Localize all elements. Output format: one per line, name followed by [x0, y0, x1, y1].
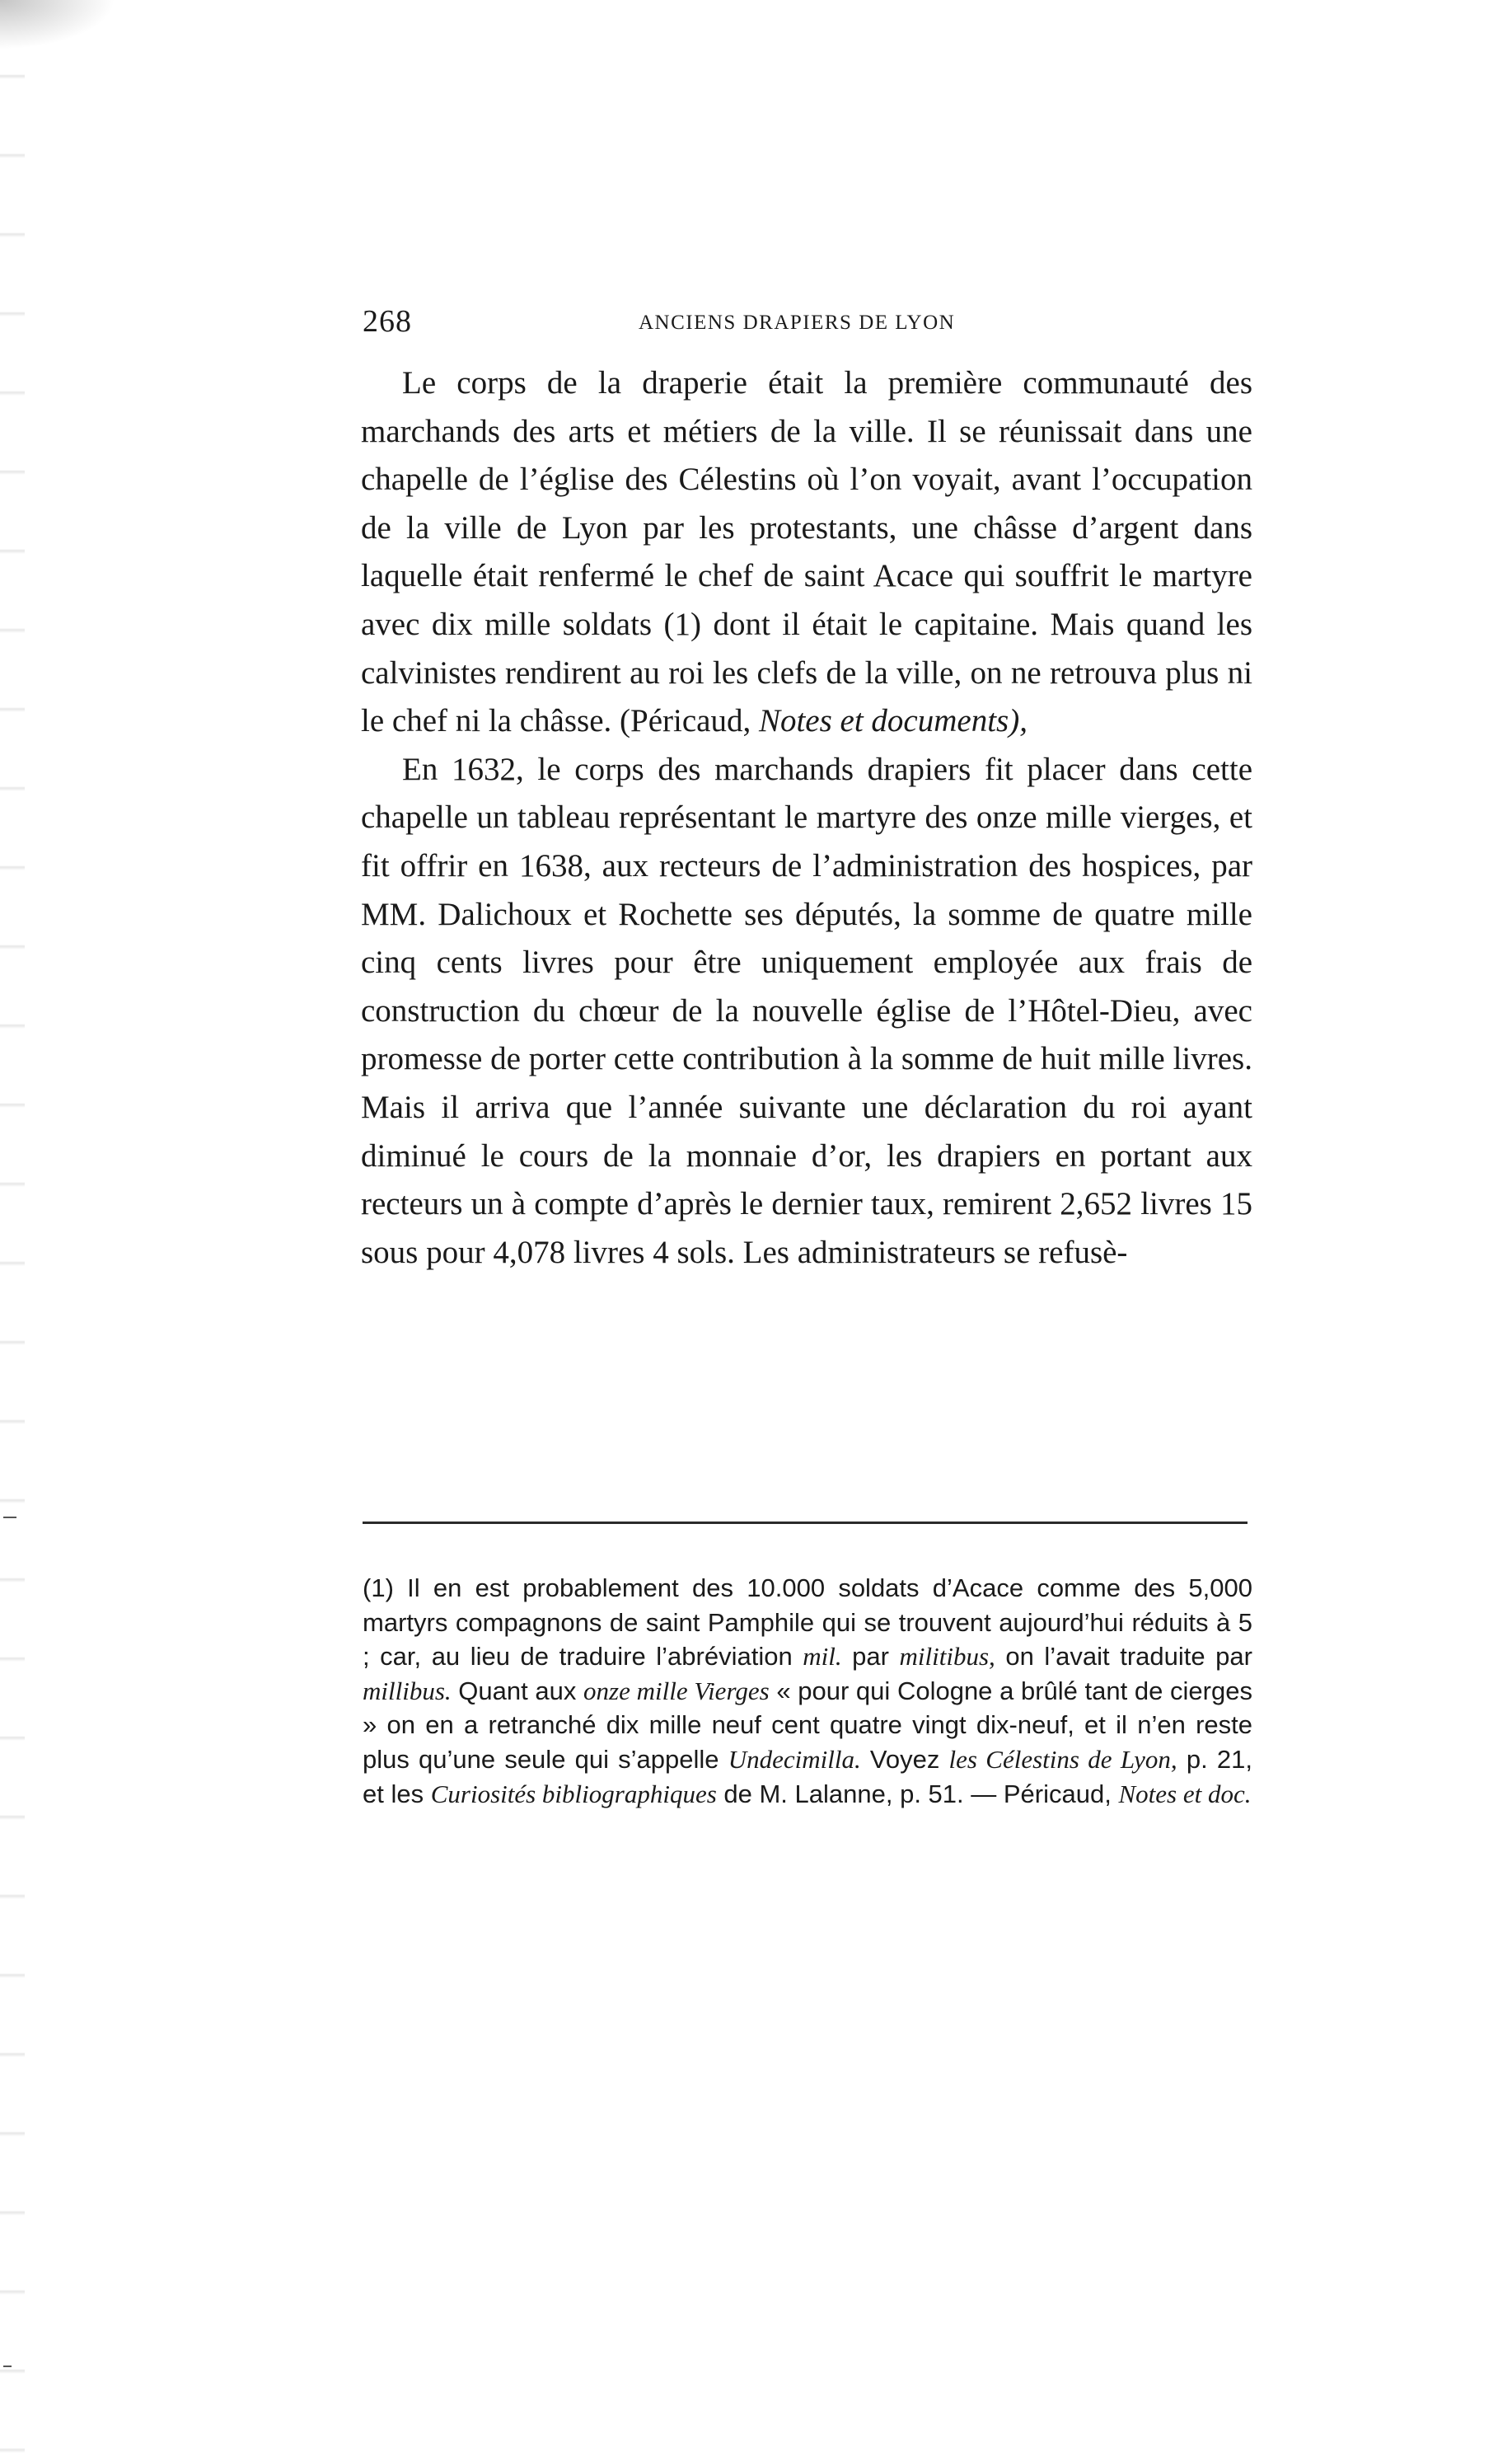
paragraph-text: Le corps de la draperie était la première communauté des marchands des arts et métiers de la ville. Il se réunissait dans une chapelle de l’église des Célestins où l’on voyait, avant l’occupation de la ville de Lyon par les protestants, une châsse d’argent dans laquelle était renfermé le chef de saint Acace qui souffrit le martyre avec dix mille soldats (1) dont il était le capitaine. Mais quand les calvinistes rendirent au roi les clefs de la ville, on ne retrouva plus ni le chef ni la châsse. (Péricaud, — [361, 365, 1252, 739]
scan-edge-artifact — [0, 0, 25, 2457]
margin-mark — [3, 1517, 16, 1518]
footnote-separator — [363, 1522, 1248, 1524]
footnote — [363, 1571, 1252, 1811]
margin-mark — [3, 2366, 12, 2367]
paragraph: En 1632, le corps des marchands drapiers fit placer dans cette chapelle un tableau représentant le martyre des onze mille vierges, et fit offrir en 1638, aux recteurs de l’administration des hospices, par MM. Dalichoux et Rochette ses députés, la somme de quatre mille cinq cents livres pour être uniquement employée aux frais de construction du chœur de la nouvelle église de l’Hôtel-Dieu, avec promesse de porter cette contribution à la somme de huit mille livres. Mais il arriva que l’année suivante une déclaration du roi ayant diminué le cours de la monnaie d’or, les drapiers en portant aux recteurs un à compte d’après le dernier taux, remirent 2,652 livres 15 sous pour 4,078 livres 4 sols. Les administrateurs se refusè- — [361, 751, 1252, 1270]
page-header — [363, 303, 1252, 345]
paragraph — [361, 359, 1252, 746]
scan-corner-stain — [0, 0, 115, 49]
page-number: 268 — [363, 304, 412, 339]
running-title: ANCIENS DRAPIERS DE LYON — [639, 312, 956, 334]
main-text — [361, 359, 1252, 1277]
footnote-text: (1) Il en est probablement des 10.000 soldats d’Acace comme des 5,000 martyrs compagnons de saint Pamphile qui se trouvent aujourd’hui réduits à 5 ; car, au lieu de traduire l’abréviation mil. par militibus, on l’avait traduite par millibus. Quant aux onze mille Vierges « pour qui Cologne a brûlé tant de cierges » on en a retranché dix mille neuf cent quatre vingt dix-neuf, et il n’en reste plus qu’une seule qui s’appelle Undecimilla. Voyez les Célestins de Lyon, p. 21, et les Curiosités bibliographiques de M. Lalanne, p. 51. — Péricaud, Notes et doc. — [363, 1573, 1252, 1808]
citation: Notes et documents), — [758, 703, 1028, 739]
